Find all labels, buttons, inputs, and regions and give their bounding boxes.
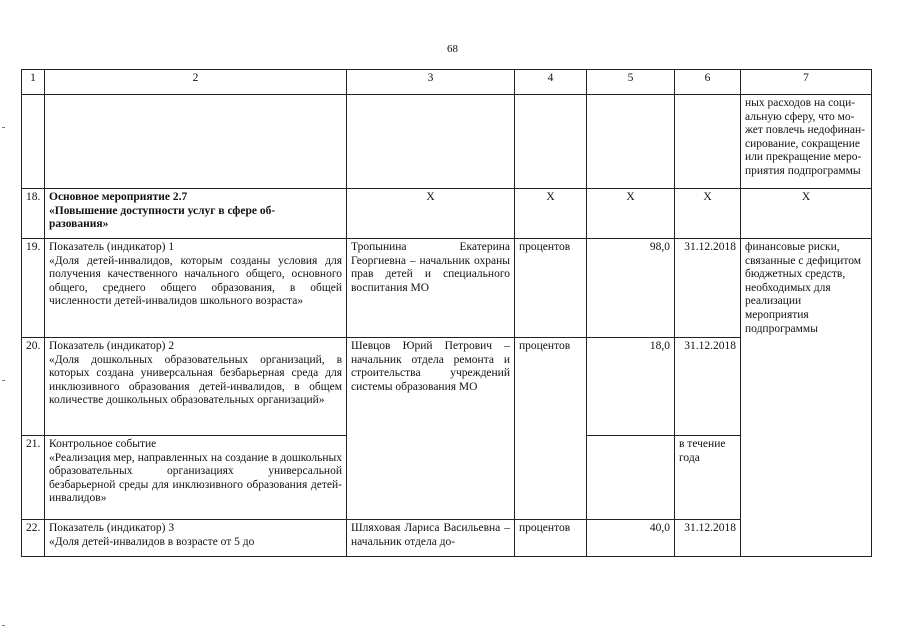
table-row — [22, 239, 872, 338]
header-cell: 3 — [347, 70, 515, 95]
unit-cell: Х — [515, 189, 587, 239]
value-cell: 98,0 — [587, 239, 675, 338]
indicator-text: Показатель (индикатор) 3 «Доля детей-инвалидов в возрасте от 5 до — [45, 520, 347, 557]
table-cell — [515, 95, 587, 189]
document-table — [21, 69, 872, 557]
row-number: 20. — [22, 338, 45, 436]
row-number: 18. — [22, 189, 45, 239]
value-cell — [587, 436, 675, 520]
value-cell: 40,0 — [587, 520, 675, 557]
margin-mark — [2, 625, 5, 626]
deadline-cell: 31.12.2018 — [675, 520, 741, 557]
margin-mark — [2, 127, 5, 128]
table-cell — [587, 95, 675, 189]
row-number: 21. — [22, 436, 45, 520]
table-cell — [675, 95, 741, 189]
event-text: Контрольное событие «Реализация мер, направленных на создание в дошкольных образовательных организациях универсальной безбарьерной среды для инклюзивного образования детей-инвалидов» — [45, 436, 347, 520]
value-cell: Х — [587, 189, 675, 239]
header-cell: 2 — [45, 70, 347, 95]
header-cell: 1 — [22, 70, 45, 95]
table-cell — [45, 95, 347, 189]
deadline-cell: в течение года — [675, 436, 741, 520]
responsible-cell: Шляховая Лариса Васильевна – начальник отдела до- — [347, 520, 515, 557]
page-number: 68 — [447, 43, 458, 55]
header-cell: 5 — [587, 70, 675, 95]
header-cell: 7 — [741, 70, 872, 95]
risk-text-continuation: ных расходов на соци- альную сферу, что мо- жет повлечь недофинан- сирование, сокращение или прекращение меро- приятия подпрограммы — [741, 95, 872, 189]
header-row — [22, 70, 872, 95]
table-row — [22, 95, 872, 189]
deadline-cell: 31.12.2018 — [675, 338, 741, 436]
unit-cell: процентов — [515, 520, 587, 557]
responsible-cell: Х — [347, 189, 515, 239]
unit-cell: процентов — [515, 338, 587, 520]
event-title: Основное мероприятие 2.7 «Повышение доступности услуг в сфере об- разования» — [45, 189, 347, 239]
deadline-cell: Х — [675, 189, 741, 239]
header-cell: 6 — [675, 70, 741, 95]
responsible-cell: Тропынина Екатерина Георгиевна – начальник охраны прав детей и специального воспитания МО — [347, 239, 515, 338]
deadline-cell: 31.12.2018 — [675, 239, 741, 338]
indicator-text: Показатель (индикатор) 2 «Доля дошкольных образовательных организаций, в которых создана универсальная безбарьерная среда для инклюзивного образования детей-инвалидов, в общем количестве дошкольных образовательных организаций» — [45, 338, 347, 436]
responsible-cell: Шевцов Юрий Петрович – начальник отдела ремонта и строительства учреждений системы образования МО — [347, 338, 515, 520]
row-number: 22. — [22, 520, 45, 557]
row-number: 19. — [22, 239, 45, 338]
risk-cell: финансовые риски, связанные с дефицитом бюджетных средств, необходимых для реализации мероприятия подпрограммы — [741, 239, 872, 557]
header-cell: 4 — [515, 70, 587, 95]
margin-mark — [2, 380, 5, 381]
table-row — [22, 189, 872, 239]
indicator-text: Показатель (индикатор) 1 «Доля детей-инвалидов, которым созданы условия для получения качественного начального общего, основного общего, среднего общего образования, в общей численности детей-инвалидов школьного возраста» — [45, 239, 347, 338]
risk-cell: Х — [741, 189, 872, 239]
table-cell — [22, 95, 45, 189]
unit-cell: процентов — [515, 239, 587, 338]
table-cell — [347, 95, 515, 189]
value-cell: 18,0 — [587, 338, 675, 436]
